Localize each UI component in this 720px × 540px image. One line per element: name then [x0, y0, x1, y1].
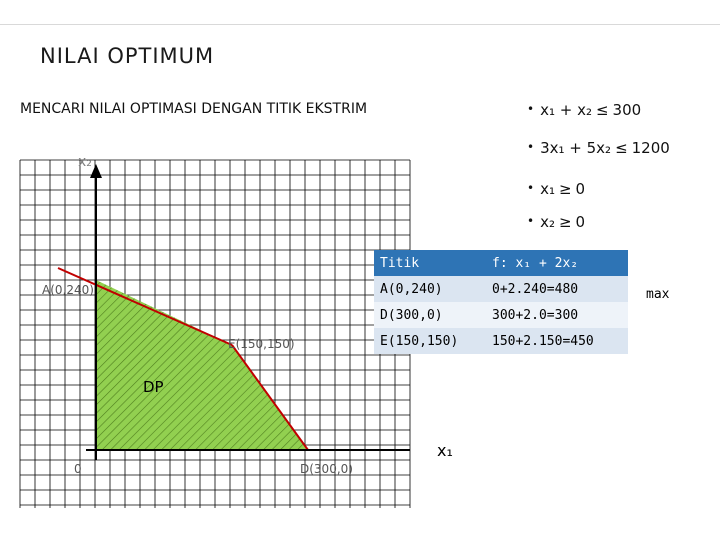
- evaluation-table: [374, 250, 628, 354]
- constraint-4-lhs: x₂: [540, 213, 555, 231]
- max-label: max: [646, 287, 670, 302]
- constraint-1-rhs: 300: [612, 101, 642, 119]
- region-label: DP: [143, 378, 164, 396]
- constraint-1-lhs: x₁ + x₂: [540, 101, 592, 119]
- point-e-label: E(150,150): [228, 337, 295, 351]
- constraint-1-op: ≤: [595, 101, 609, 119]
- constraint-2-op: ≤: [615, 139, 628, 157]
- constraint-1: [527, 101, 641, 119]
- table-header-titik: Titik: [374, 250, 486, 276]
- table-cell-calc: 0+2.240=480: [486, 276, 628, 302]
- constraint-2: [527, 139, 670, 157]
- point-a-label: A(0,240): [42, 283, 94, 297]
- table-row: [374, 302, 628, 328]
- bullet-icon: •: [527, 181, 535, 195]
- table-row: [374, 276, 628, 302]
- origin-label: 0: [74, 462, 82, 476]
- bullet-icon: •: [527, 140, 535, 154]
- table-cell-titik: D(300,0): [374, 302, 486, 328]
- table-header-row: [374, 250, 628, 276]
- constraint-3-lhs: x₁: [540, 180, 555, 198]
- bullet-icon: •: [527, 102, 535, 116]
- table-cell-calc: 150+2.150=450: [486, 328, 628, 354]
- y-axis-label: x₂: [78, 154, 92, 170]
- constraint-4-rhs: 0: [575, 213, 586, 231]
- x-axis-label: x₁: [437, 441, 453, 460]
- table-cell-calc: 300+2.0=300: [486, 302, 628, 328]
- point-d-label: D(300,0): [300, 462, 353, 476]
- constraint-2-lhs: 3x₁ + 5x₂: [540, 139, 612, 157]
- table-row: [374, 328, 628, 354]
- table-cell-titik: E(150,150): [374, 328, 486, 354]
- constraint-2-rhs: 1200: [631, 139, 670, 157]
- constraint-4: [527, 213, 585, 231]
- page-title: NILAI OPTIMUM: [40, 44, 215, 68]
- constraint-3-op: ≥: [558, 180, 572, 198]
- table-header-f: f: x₁ + 2x₂: [486, 250, 628, 276]
- constraint-4-op: ≥: [558, 213, 572, 231]
- page-subtitle: MENCARI NILAI OPTIMASI DENGAN TITIK EKSTRIM: [20, 101, 368, 117]
- table-cell-titik: A(0,240): [374, 276, 486, 302]
- graph-grid: [20, 160, 410, 508]
- bullet-icon: •: [527, 214, 535, 228]
- constraint-3: [527, 180, 585, 198]
- constraint-3-rhs: 0: [575, 180, 586, 198]
